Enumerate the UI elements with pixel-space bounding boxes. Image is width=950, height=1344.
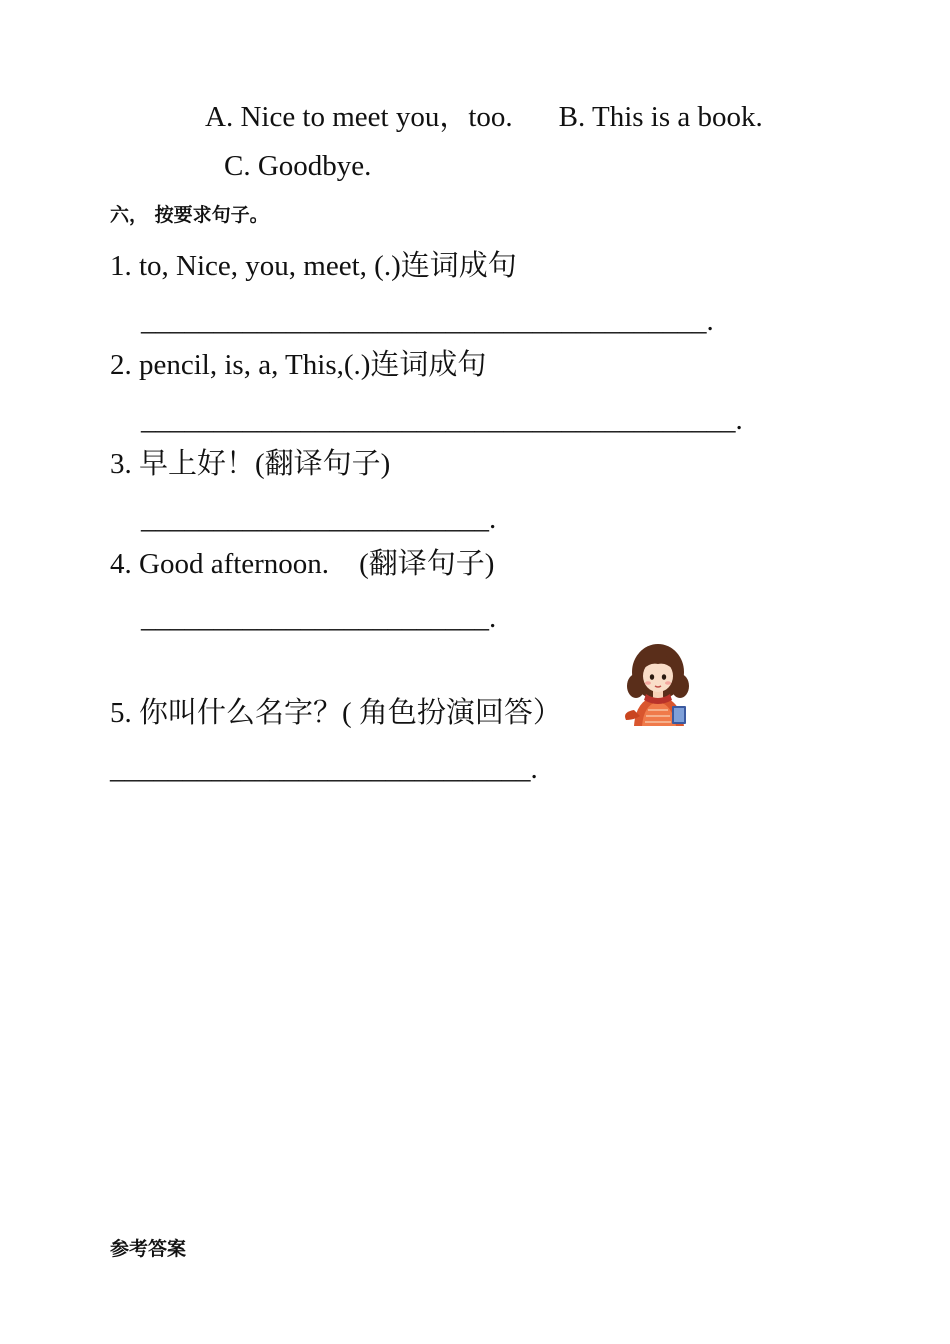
girl-illustration-icon — [620, 640, 692, 726]
question-4-prompt: 4. Good afternoon. — [110, 548, 330, 580]
question-2-prompt: 2. pencil, is, a, This,(.)连词成句 — [110, 349, 487, 381]
option-row-ab — [205, 99, 763, 135]
option-b: B. This is a book. — [558, 101, 763, 133]
question-1-answer-blank[interactable]: _______________________________________. — [141, 305, 714, 337]
option-c: C. Goodbye. — [224, 150, 372, 182]
question-2-answer-blank[interactable]: _________________________________________. — [141, 404, 743, 436]
section-title: 六， 按要求句子。 — [110, 204, 269, 226]
question-5-answer-blank[interactable]: _____________________________. — [110, 753, 538, 785]
question-3-answer-blank[interactable]: ________________________. — [141, 503, 497, 535]
question-4-answer-blank[interactable]: ________________________. — [141, 602, 497, 634]
option-a: A. Nice to meet you，too. — [205, 101, 513, 133]
answer-heading: 参考答案 — [110, 1238, 187, 1260]
question-1-prompt: 1. to, Nice, you, meet, (.)连词成句 — [110, 250, 517, 282]
question-5-prompt: 5. 你叫什么名字？( 角色扮演回答） — [110, 697, 562, 729]
question-4-row — [110, 546, 494, 582]
question-4-note: (翻译句子) — [359, 548, 495, 580]
question-3-prompt: 3. 早上好！(翻译句子) — [110, 448, 391, 480]
